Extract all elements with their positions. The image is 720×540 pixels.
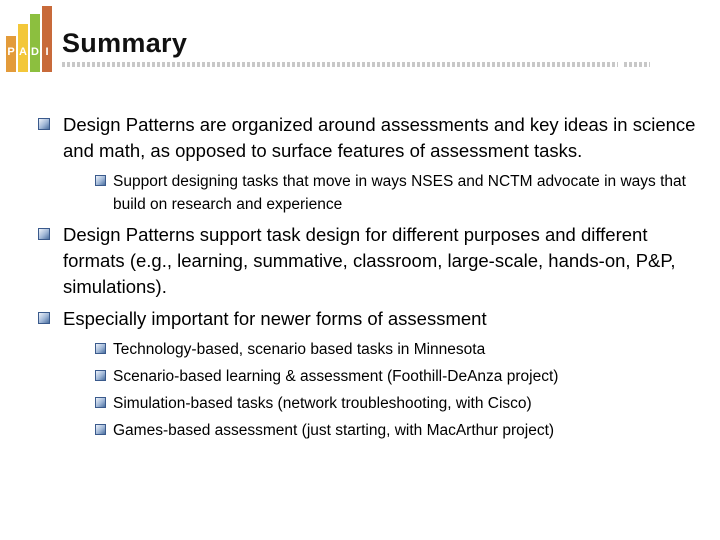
logo-bar-p <box>6 36 16 72</box>
bullet-3-text: Especially important for newer forms of assessment <box>63 308 487 329</box>
checkbox-bullet-icon <box>95 424 106 435</box>
bullet-2 <box>38 222 698 300</box>
bullet-1-text: Design Patterns are organized around assessments and key ideas in science and math, as opposed to surface features of assessment tasks. <box>63 114 696 161</box>
checkbox-bullet-icon <box>95 175 106 186</box>
title-underline-end <box>624 62 650 67</box>
sub-bullet-3-3 <box>95 392 698 415</box>
checkbox-bullet-icon <box>38 228 50 240</box>
bullet-3 <box>38 306 698 332</box>
checkbox-bullet-icon <box>95 397 106 408</box>
logo-letter-a: A <box>19 46 27 58</box>
logo-bar-d <box>30 14 40 72</box>
page-title: Summary <box>62 28 188 58</box>
sub-bullet-3-1 <box>95 338 698 361</box>
logo-bar-i <box>42 6 52 72</box>
bullet-list <box>38 112 698 446</box>
sub-bullet-1-1-text: Support designing tasks that move in ways NSES and NCTM advocate in ways that build on research and experience <box>113 173 686 213</box>
checkbox-bullet-icon <box>38 118 50 130</box>
title-underline <box>62 62 618 67</box>
bullet-2-text: Design Patterns support task design for different purposes and different formats (e.g., learning, summative, classroom, large-scale, hands-on, P&P, simulations). <box>63 224 676 297</box>
padi-logo <box>6 6 58 72</box>
checkbox-bullet-icon <box>95 343 106 354</box>
checkbox-bullet-icon <box>95 370 106 381</box>
sub-bullet-3-3-text: Simulation-based tasks (network troubleshooting, with Cisco) <box>113 395 532 412</box>
bullet-1 <box>38 112 698 164</box>
logo-letter-p: P <box>7 46 15 58</box>
logo-bar-a <box>18 24 28 72</box>
sub-bullet-3-4-text: Games-based assessment (just starting, with MacArthur project) <box>113 422 555 439</box>
sub-bullet-3-2 <box>95 365 698 388</box>
sub-bullet-3-4 <box>95 419 698 442</box>
sub-bullet-1-1 <box>95 170 698 216</box>
logo-letter-d: D <box>31 46 39 58</box>
sub-bullet-3-1-text: Technology-based, scenario based tasks in Minnesota <box>113 341 486 358</box>
logo-letter-i: I <box>45 46 49 58</box>
sub-bullet-3-2-text: Scenario-based learning & assessment (Foothill-DeAnza project) <box>113 368 559 385</box>
checkbox-bullet-icon <box>38 312 50 324</box>
